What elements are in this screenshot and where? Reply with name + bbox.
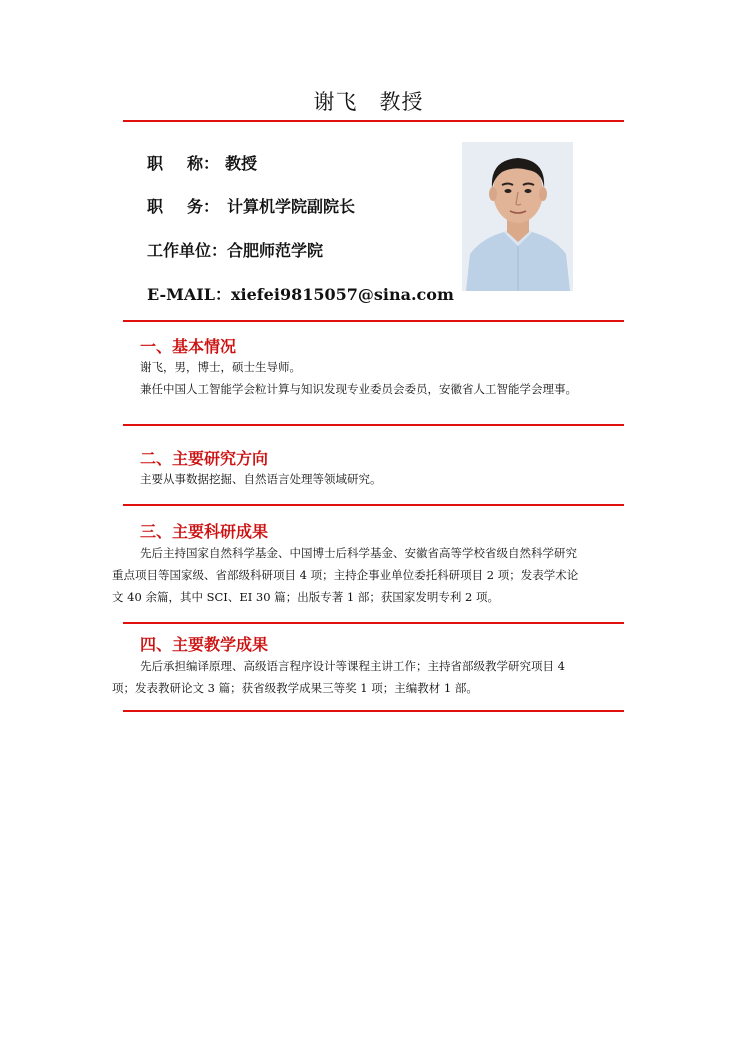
person-name: 谢飞: [313, 90, 358, 114]
section-research-results-text: [112, 542, 632, 608]
divider: [123, 504, 624, 506]
divider: [123, 120, 624, 122]
section-basic-text: [140, 356, 577, 400]
text-line: 先后承担编译原理、高级语言程序设计等课程主讲工作；主持省部级教学研究项目 4: [140, 659, 565, 673]
divider: [123, 424, 624, 426]
text-line: 文 40 余篇，其中 SCI、EI 30 篇；出版专著 1 部；获国家发明专利 2 项。: [112, 590, 499, 604]
professional-title-value: 教授: [225, 154, 258, 173]
divider: [123, 320, 624, 322]
section-heading-research-results: 三、主要科研成果: [140, 522, 269, 541]
portrait-illustration: [462, 142, 573, 291]
portrait-photo: [462, 142, 573, 291]
text-line: 兼任中国人工智能学会粒计算与知识发现专业委员会委员，安徽省人工智能学会理事。: [140, 382, 577, 396]
label-part: 务：: [187, 197, 220, 216]
info-unit: [147, 238, 323, 261]
divider: [123, 622, 624, 624]
text-line: 项；发表教研论文 3 篇；获省级教学成果三等奖 1 项；主编教材 1 部。: [112, 681, 478, 695]
divider: [123, 710, 624, 712]
label-part: 称：: [187, 154, 220, 173]
label-part: 职: [147, 197, 164, 216]
info-email: [147, 282, 454, 305]
section-heading-research: 二、主要研究方向: [140, 449, 269, 468]
person-rank: 教授: [379, 90, 424, 114]
text-line: 主要从事数据挖掘、自然语言处理等领域研究。: [140, 472, 382, 486]
unit-label: 工作单位：: [147, 241, 228, 260]
duty-value: 计算机学院副院长: [227, 197, 356, 216]
text-line: 重点项目等国家级、省部级科研项目 4 项；主持企事业单位委托科研项目 2 项；发表学术论: [112, 568, 579, 582]
section-heading-teaching-results: 四、主要教学成果: [140, 635, 269, 654]
email-label: E-MAIL：: [147, 285, 231, 304]
text-line: 先后主持国家自然科学基金、中国博士后科学基金、安徽省高等学校省级自然科学研究: [140, 546, 577, 560]
text-line: 谢飞，男，博士，硕士生导师。: [140, 360, 301, 374]
label-part: 职: [147, 154, 164, 173]
info-professional-title: [147, 151, 257, 174]
section-heading-basic: 一、基本情况: [140, 337, 237, 356]
info-duty: [147, 194, 355, 217]
section-teaching-results-text: [112, 655, 632, 699]
email-value: xiefei9815057@sina.com: [231, 285, 454, 304]
page-title: [0, 86, 737, 116]
section-research-text: [140, 468, 382, 490]
unit-value: 合肥师范学院: [227, 241, 324, 260]
